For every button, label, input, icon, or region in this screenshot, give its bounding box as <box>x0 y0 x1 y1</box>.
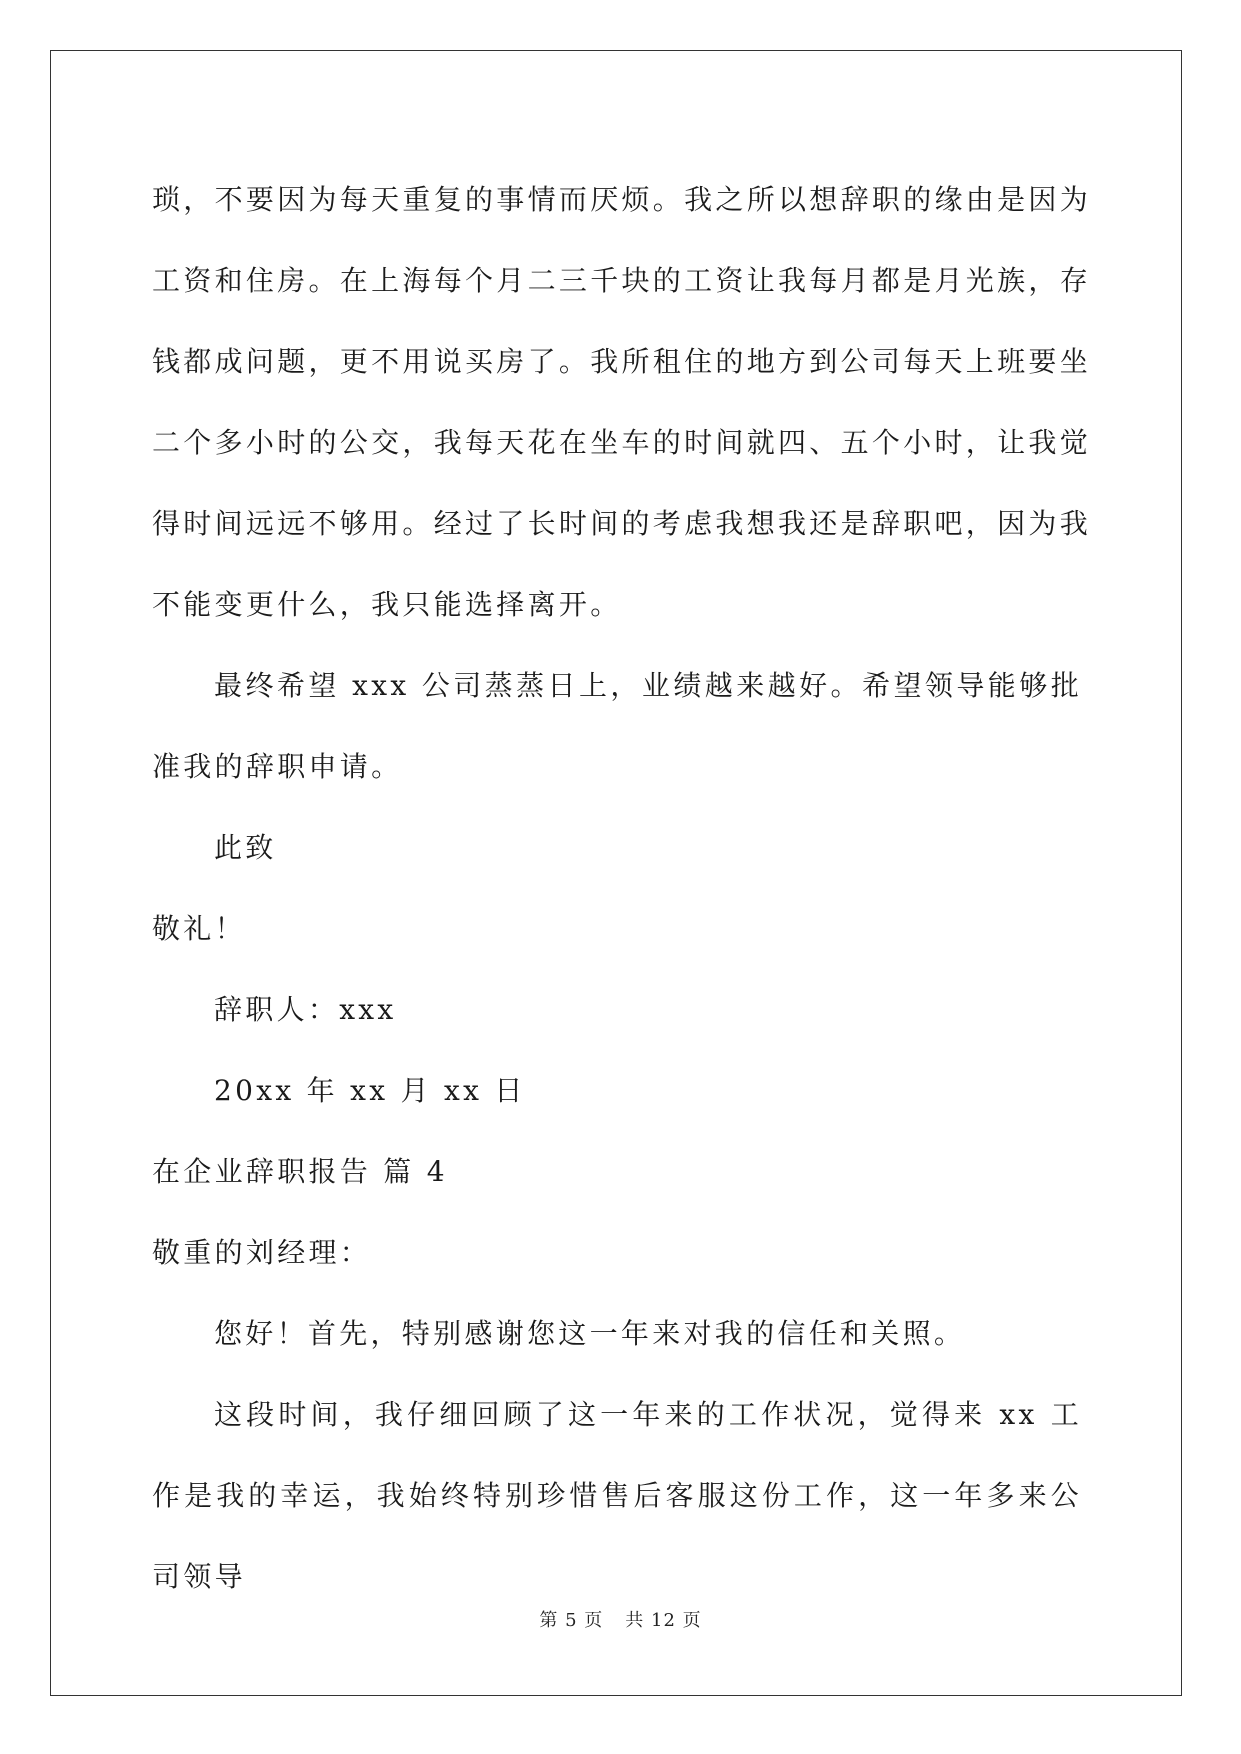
salutation-ci-zhi: 此致 <box>214 831 277 864</box>
closing-paragraph: 最终希望 xxx 公司蒸蒸日上，业绩越来越好。希望领导能够批准我的辞职申请。 <box>152 669 1082 783</box>
body-line: 得时间远远不够用。经过了长时间的考虑我想我还是辞职吧，因为我 <box>152 507 1092 540</box>
date-line: 20xx 年 xx 月 xx 日 <box>214 1074 526 1107</box>
addressee: 敬重的刘经理： <box>152 1236 372 1269</box>
page-number: 第 5 页 <box>539 1610 604 1631</box>
greeting-paragraph: 您好！首先，特别感谢您这一年来对我的信任和关照。 <box>214 1317 966 1350</box>
section-title: 在企业辞职报告 篇 4 <box>152 1155 448 1188</box>
body-line: 工资和住房。在上海每个月二三千块的工资让我每月都是月光族，存 <box>152 264 1092 297</box>
body-line: 琐，不要因为每天重复的事情而厌烦。我之所以想辞职的缘由是因为 <box>152 183 1092 216</box>
body-line: 钱都成问题，更不用说买房了。我所租住的地方到公司每天上班要坐 <box>152 345 1092 378</box>
page-footer <box>0 1606 1241 1632</box>
salutation-jing-li: 敬礼！ <box>152 912 246 945</box>
page-total: 共 12 页 <box>625 1610 702 1631</box>
signer-line: 辞职人：xxx <box>214 993 397 1026</box>
next-paragraph: 这段时间，我仔细回顾了这一年来的工作状况，觉得来 xx 工作是我的幸运，我始终特别珍惜售后客服这份工作，这一年多来公司领导 <box>152 1398 1082 1593</box>
body-line: 二个多小时的公交，我每天花在坐车的时间就四、五个小时，让我觉 <box>152 426 1092 459</box>
body-line: 不能变更什么，我只能选择离开。 <box>152 588 622 621</box>
document-body <box>152 159 1092 1617</box>
